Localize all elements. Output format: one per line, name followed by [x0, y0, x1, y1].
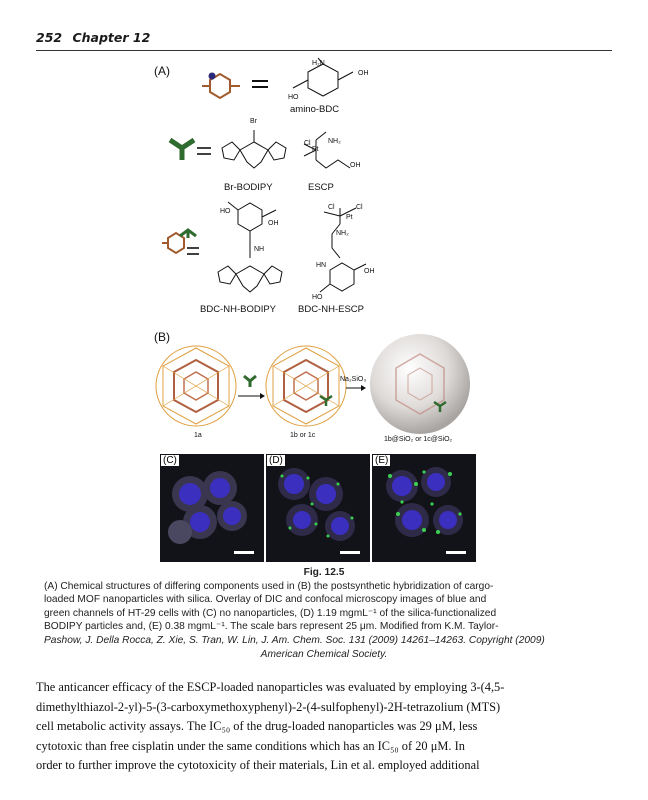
silica-coated-particle — [368, 332, 472, 436]
equals-sign-icon-3 — [186, 246, 200, 256]
atom-ho-3: HO — [312, 294, 323, 301]
bdc-nh-escp-structure — [300, 196, 380, 304]
scale-bar-c — [234, 551, 254, 554]
cells-image-e — [372, 454, 476, 562]
atom-cl-2: Cl — [328, 204, 335, 211]
panel-c-label: (C) — [163, 455, 177, 466]
cells-image-d — [266, 454, 370, 562]
caption-line-1: (A) Chemical structures of differing components used in (B) the postsynthetic hybridization of cargo- — [44, 580, 494, 592]
caption-line-6: American Chemical Society. — [260, 648, 388, 660]
panel-a-label: (A) — [154, 64, 170, 78]
label-br-bodipy: Br-BODIPY — [224, 182, 273, 193]
mof-nanoparticle-1b — [264, 344, 348, 428]
atom-cl-1: Cl — [304, 140, 311, 147]
paragraph-line-3: cell metabolic activity assays. The IC₅₀ of the drug-loaded nanoparticles was 29 μM, less — [36, 719, 478, 734]
figure-caption — [44, 566, 604, 661]
atom-oh-4: OH — [364, 268, 375, 275]
paragraph-line-5: order to further improve the cytotoxicity of their materials, Lin et al. employed additional — [36, 758, 480, 773]
equals-sign-icon-2 — [196, 146, 212, 156]
header-rule — [36, 50, 612, 51]
bdc-nh-bodipy-structure — [202, 196, 302, 304]
caption-line-2: loaded MOF nanoparticles with silica. Overlay of DIC and confocal microscopy images of blue and — [44, 594, 487, 606]
label-1a: 1a — [194, 432, 202, 439]
atom-pt-1: Pt — [312, 146, 319, 153]
label-1b-or-1c: 1b or 1c — [290, 432, 316, 439]
atom-oh-2: OH — [350, 162, 361, 169]
bodipy-symbol-icon — [168, 138, 198, 162]
equals-sign-icon — [250, 78, 270, 90]
atom-h2n: H₂N — [312, 60, 325, 67]
caption-line-4: BODIPY particles and, (E) 0.38 mgmL⁻¹. The scale bars represent 25 μm. Modified from K.M. Taylor- — [44, 621, 499, 633]
label-escp: ESCP — [308, 182, 334, 193]
panel-d-label: (D) — [269, 455, 283, 466]
panel-e-label: (E) — [375, 455, 389, 466]
body-paragraph — [36, 678, 616, 776]
atom-ho-2: HO — [220, 208, 231, 215]
mof-nanoparticle-1a — [154, 344, 238, 428]
atom-nh2-1: NH₂ — [328, 138, 341, 145]
panel-b-label: (B) — [154, 330, 170, 344]
paragraph-line-1: The anticancer efficacy of the ESCP-loaded nanoparticles was evaluated by employing 3-(4,5- — [36, 680, 505, 694]
atom-cl-3: Cl — [356, 204, 363, 211]
paragraph-line-2: dimethylthiazol-2-yl)-5-(3-carboxymethoxyphenyl)-2-(4-sulfophenyl)-2H-tetrazolium (MTS) — [36, 699, 501, 714]
cells-image-c — [160, 454, 264, 562]
atom-ho: HO — [288, 94, 299, 101]
scale-bar-e — [446, 551, 466, 554]
escp-structure — [296, 124, 366, 178]
label-amino-bdc: amino-BDC — [290, 104, 340, 115]
arrow-right-icon — [346, 384, 366, 392]
label-na2sio3: Na₂SiO₃ — [340, 376, 367, 383]
br-bodipy-structure — [214, 124, 294, 180]
paragraph-line-4: cytotoxic than free cisplatin under the same conditions which has an IC₅₀ of 20 μM. In — [36, 738, 465, 753]
page-number: 252 — [36, 30, 63, 45]
caption-title: Fig. 12.5 — [303, 567, 345, 578]
atom-nh: NH — [254, 246, 265, 253]
atom-oh: OH — [358, 70, 369, 77]
label-bdc-nh-bodipy: BDC-NH-BODIPY — [200, 304, 277, 315]
running-header — [36, 30, 612, 50]
micrograph-e — [372, 454, 476, 562]
label-bdc-nh-escp: BDC-NH-ESCP — [298, 304, 364, 315]
atom-br: Br — [250, 118, 257, 125]
atom-oh-3: OH — [268, 220, 279, 227]
micrograph-c — [160, 454, 264, 562]
bdc-linker-icon — [200, 70, 250, 100]
arrow-bodipy-icon — [236, 374, 266, 404]
atom-hn: HN — [316, 262, 327, 269]
atom-pt-2: Pt — [346, 214, 353, 221]
scale-bar-d — [340, 551, 360, 554]
figure-12-5 — [150, 58, 590, 558]
caption-line-3: green channels of HT-29 cells with (C) no nanoparticles, (D) 1.19 mgmL⁻¹ of the silica-functionalized — [44, 607, 497, 619]
label-sio2-particles: 1b@SiO₂ or 1c@SiO₂ — [384, 436, 453, 443]
caption-line-5: Pashow, J. Della Rocca, Z. Xie, S. Tran, W. Lin, J. Am. Chem. Soc. 131 (2009) 14261–14263. Copyright (2009) — [44, 634, 545, 646]
amino-bdc-structure — [268, 62, 378, 107]
atom-nh2-2: NH₂ — [336, 230, 349, 237]
chapter-title: Chapter 12 — [72, 30, 151, 45]
micrograph-d — [266, 454, 370, 562]
